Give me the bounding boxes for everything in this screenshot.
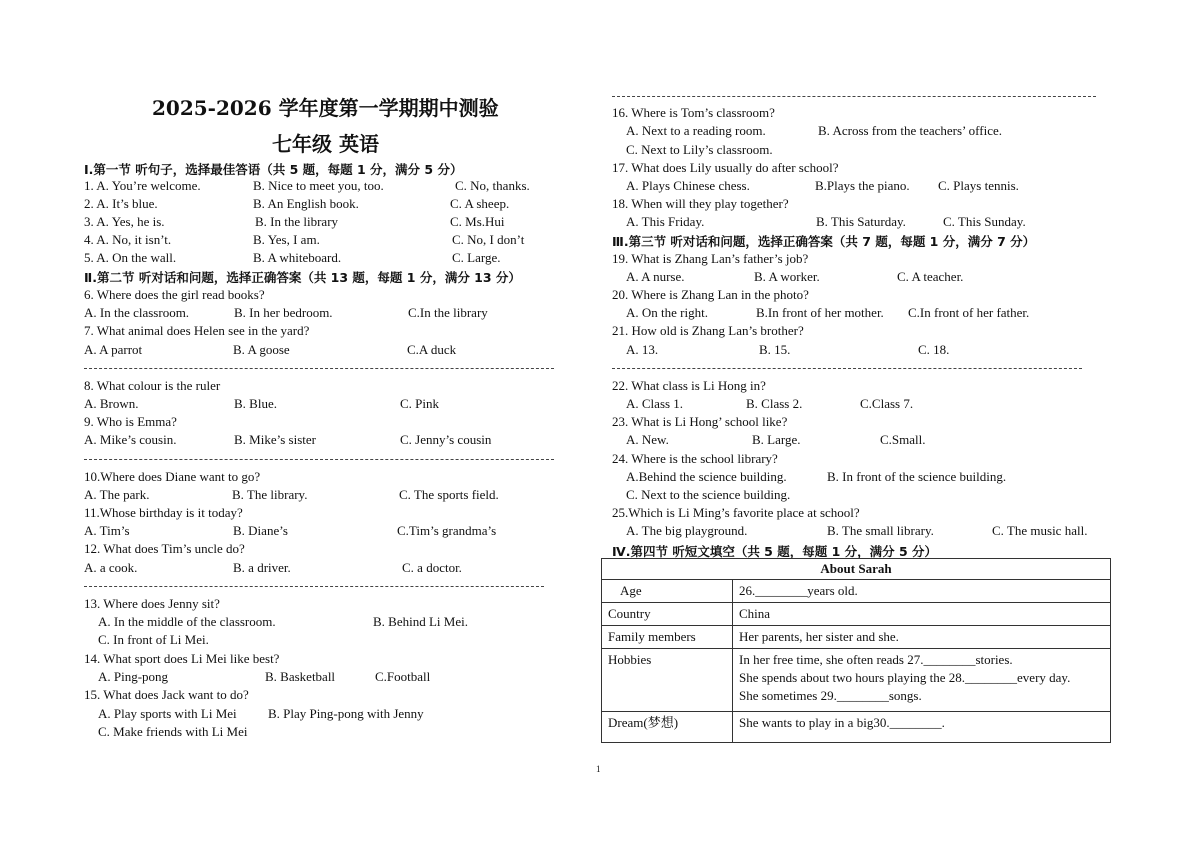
q17-option-b: B.Plays the piano. [815, 178, 910, 193]
page-subtitle: 七年级 英语 [272, 132, 379, 156]
divider [84, 459, 554, 460]
q16-option-a: A. Next to a reading room. [626, 123, 766, 138]
age-key: Age [602, 580, 733, 603]
q14-option-a: A. Ping-pong [98, 669, 169, 684]
age-value: 26.________years old. [733, 580, 1111, 603]
q14-option-b: B. Basketball [265, 669, 336, 684]
q10-option-b: B. The library. [232, 487, 308, 502]
page-number: 1 [596, 764, 601, 774]
hobbies-line-2: She spends about two hours playing the 28.________every day. [739, 670, 1071, 685]
q18-option-b: B. This Saturday. [816, 214, 906, 229]
q14-question: 14. What sport does Li Mei like best? [84, 651, 280, 666]
q11-option-b: B. Diane’s [233, 523, 288, 538]
q16-question: 16. Where is Tom’s classroom? [612, 105, 775, 120]
q1-option-c: C. No, thanks. [455, 178, 530, 193]
q15-question: 15. What does Jack want to do? [84, 687, 249, 702]
q4-option-a: 4. A. No, it isn’t. [84, 232, 172, 247]
q6-question: 6. Where does the girl read books? [84, 287, 265, 302]
country-key: Country [602, 603, 733, 626]
q9-question: 9. Who is Emma? [84, 414, 177, 429]
hobbies-value [733, 649, 1111, 712]
q1-option-b: B. Nice to meet you, too. [253, 178, 384, 193]
q24-option-b: B. In front of the science building. [827, 469, 1007, 484]
table-row [602, 626, 1111, 649]
q6-option-c: C.In the library [408, 305, 488, 320]
divider [84, 368, 554, 369]
q20-question: 20. Where is Zhang Lan in the photo? [612, 287, 809, 302]
section-4-heading: Ⅳ.第四节 听短文填空（共 5 题，每题 1 分，满分 5 分） [612, 544, 938, 559]
about-sarah-table [601, 558, 1111, 743]
divider [612, 368, 1082, 369]
q10-question: 10.Where does Diane want to go? [84, 469, 261, 484]
q4-option-b: B. Yes, I am. [253, 232, 320, 247]
table-row [602, 580, 1111, 603]
q17-option-c: C. Plays tennis. [938, 178, 1019, 193]
family-key: Family members [602, 626, 733, 649]
q19-question: 19. What is Zhang Lan’s father’s job? [612, 251, 809, 266]
table-row [602, 712, 1111, 743]
page-title: 2025-2026 学年度第一学期期中测验 [152, 96, 499, 120]
q7-option-b: B. A goose [233, 342, 290, 357]
q7-question: 7. What animal does Helen see in the yard? [84, 323, 310, 338]
q20-option-a: A. On the right. [626, 305, 708, 320]
q12-option-a: A. a cook. [84, 560, 138, 575]
q9-option-a: A. Mike’s cousin. [84, 432, 177, 447]
q19-option-c: C. A teacher. [897, 269, 964, 284]
hobbies-line-3: She sometimes 29.________songs. [739, 688, 922, 703]
q4-option-c: C. No, I don’t [452, 232, 525, 247]
q13-option-b: B. Behind Li Mei. [373, 614, 468, 629]
q5-option-c: C. Large. [452, 250, 501, 265]
q2-option-c: C. A sheep. [450, 196, 510, 211]
section-1-heading: Ⅰ.第一节 听句子，选择最佳答语（共 5 题，每题 1 分，满分 5 分） [84, 162, 463, 177]
q6-option-a: A. In the classroom. [84, 305, 190, 320]
q17-question: 17. What does Lily usually do after school? [612, 160, 839, 175]
country-value: China [733, 603, 1111, 626]
q2-option-b: B. An English book. [253, 196, 359, 211]
q16-option-c: C. Next to Lily’s classroom. [626, 142, 773, 157]
q25-option-a: A. The big playground. [626, 523, 748, 538]
q18-question: 18. When will they play together? [612, 196, 789, 211]
q15-option-c: C. Make friends with Li Mei [98, 724, 248, 739]
q7-option-c: C.A duck [407, 342, 457, 357]
family-value: Her parents, her sister and she. [733, 626, 1111, 649]
q6-option-b: B. In her bedroom. [234, 305, 333, 320]
q12-question: 12. What does Tim’s uncle do? [84, 541, 245, 556]
q21-question: 21. How old is Zhang Lan’s brother? [612, 323, 804, 338]
table-row [602, 649, 1111, 712]
q11-option-a: A. Tim’s [84, 523, 130, 538]
dream-key: Dream(梦想) [602, 712, 733, 743]
q8-option-b: B. Blue. [234, 396, 277, 411]
q11-question: 11.Whose birthday is it today? [84, 505, 243, 520]
hobbies-key: Hobbies [602, 649, 733, 712]
divider [84, 586, 544, 587]
q11-option-c: C.Tim’s grandma’s [397, 523, 497, 538]
q23-question: 23. What is Li Hong’ school like? [612, 414, 788, 429]
q10-option-c: C. The sports field. [399, 487, 499, 502]
q20-option-b: B.In front of her mother. [756, 305, 884, 320]
q5-option-b: B. A whiteboard. [253, 250, 342, 265]
q1-option-a: 1. A. You’re welcome. [84, 178, 201, 193]
q23-option-b: B. Large. [752, 432, 801, 447]
q13-option-c: C. In front of Li Mei. [98, 632, 209, 647]
q7-option-a: A. A parrot [84, 342, 143, 357]
q3-option-b: B. In the library [255, 214, 339, 229]
q9-option-c: C. Jenny’s cousin [400, 432, 492, 447]
q8-option-c: C. Pink [400, 396, 440, 411]
dream-value: She wants to play in a big30.________. [733, 712, 1111, 743]
q21-option-c: C. 18. [918, 342, 950, 357]
q21-option-b: B. 15. [759, 342, 791, 357]
table-header: About Sarah [602, 559, 1111, 580]
q8-question: 8. What colour is the ruler [84, 378, 221, 393]
divider [612, 96, 1096, 97]
table-row [602, 603, 1111, 626]
q18-option-a: A. This Friday. [626, 214, 705, 229]
hobbies-line-1: In her free time, she often reads 27.________stories. [739, 652, 1013, 667]
q20-option-c: C.In front of her father. [908, 305, 1030, 320]
q10-option-a: A. The park. [84, 487, 150, 502]
q22-option-a: A. Class 1. [626, 396, 684, 411]
q2-option-a: 2. A. It’s blue. [84, 196, 158, 211]
q22-option-c: C.Class 7. [860, 396, 914, 411]
q22-option-b: B. Class 2. [746, 396, 803, 411]
q3-option-c: C. Ms.Hui [450, 214, 505, 229]
q13-option-a: A. In the middle of the classroom. [98, 614, 276, 629]
section-2-heading: Ⅱ.第二节 听对话和问题，选择正确答案（共 13 题，每题 1 分，满分 13 分） [84, 270, 521, 285]
q5-option-a: 5. A. On the wall. [84, 250, 177, 265]
q24-option-a: A.Behind the science building. [626, 469, 787, 484]
q12-option-c: C. a doctor. [402, 560, 462, 575]
q3-option-a: 3. A. Yes, he is. [84, 214, 165, 229]
q23-option-a: A. New. [626, 432, 669, 447]
q8-option-a: A. Brown. [84, 396, 139, 411]
q25-option-b: B. The small library. [827, 523, 934, 538]
q22-question: 22. What class is Li Hong in? [612, 378, 766, 393]
q15-option-a: A. Play sports with Li Mei [98, 706, 237, 721]
q16-option-b: B. Across from the teachers’ office. [818, 123, 1002, 138]
q13-question: 13. Where does Jenny sit? [84, 596, 220, 611]
q24-option-c: C. Next to the science building. [626, 487, 791, 502]
q24-question: 24. Where is the school library? [612, 451, 778, 466]
q25-question: 25.Which is Li Ming’s favorite place at school? [612, 505, 860, 520]
q19-option-a: A. A nurse. [626, 269, 685, 284]
q14-option-c: C.Football [375, 669, 431, 684]
q23-option-c: C.Small. [880, 432, 926, 447]
q18-option-c: C. This Sunday. [943, 214, 1026, 229]
q19-option-b: B. A worker. [754, 269, 820, 284]
q25-option-c: C. The music hall. [992, 523, 1088, 538]
section-3-heading: Ⅲ.第三节 听对话和问题，选择正确答案（共 7 题，每题 1 分，满分 7 分） [612, 234, 1036, 249]
q15-option-b: B. Play Ping-pong with Jenny [268, 706, 424, 721]
q17-option-a: A. Plays Chinese chess. [626, 178, 750, 193]
q12-option-b: B. a driver. [233, 560, 291, 575]
q9-option-b: B. Mike’s sister [234, 432, 316, 447]
q21-option-a: A. 13. [626, 342, 659, 357]
